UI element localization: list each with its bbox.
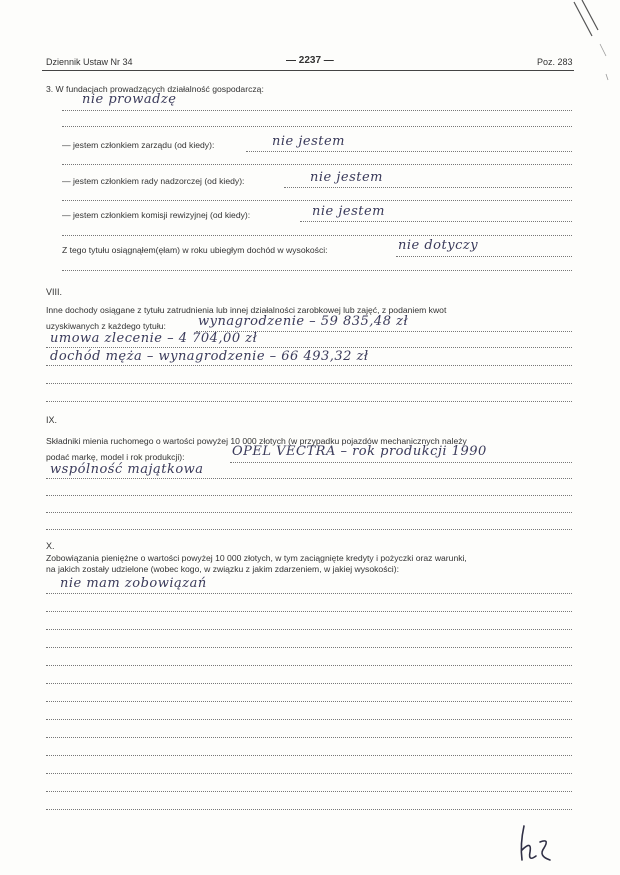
audit-committee-answer: nie jestem [312,204,385,219]
section-viii-heading: VIII. [46,287,63,297]
section-viii-answer-2: umowa zlecenie – 4 704,00 zł [50,331,258,346]
answer-line [46,773,572,774]
answer-line [46,791,572,792]
answer-line [46,512,572,513]
answer-line [62,126,572,127]
answer-line [62,270,572,271]
section-x-answer: nie mam zobowiązań [60,576,207,591]
section-ix-text-2: podać markę, model i rok produkcji): [46,452,185,462]
answer-line [284,187,572,188]
answer-line [46,701,572,702]
answer-line [396,256,572,257]
section-x-text-2: na jakich zostały udzielone (wobec kogo, w związku z jakim zdarzeniem, w jakiej wysokości): [46,564,399,574]
section-ix-answer-1: OPEL VECTRA – rok produkcji 1990 [232,444,487,459]
audit-committee-label: — jestem członkiem komisji rewizyjnej (od kiedy): [62,210,251,220]
answer-line [46,529,572,530]
answer-line [46,719,572,720]
income-label: Z tego tytułu osiągnąłem(ęłam) w roku ubiegłym dochód w wysokości: [62,245,328,255]
answer-line [46,495,572,496]
section-ix-heading: IX. [46,415,58,425]
section-x-text-1: Zobowiązania pieniężne o wartości powyżej 10 000 złotych, w tym zaciągnięte kredyty i pożyczki oraz warunki, [46,553,467,563]
foundations-question: 3. W fundacjach prowadzących działalność gospodarczą: [46,84,264,94]
section-ix-text-1: Składniki mienia ruchomego o wartości powyżej 10 000 złotych (w przypadku pojazdów mechanicznych należy [46,436,467,446]
income-answer: nie dotyczy [398,238,479,253]
answer-line [230,462,572,463]
answer-line [46,629,572,630]
answer-line [62,110,572,111]
position-number: Poz. 283 [537,57,573,67]
section-ix-answer-2: wspólność majątkowa [50,462,204,477]
answer-line [246,151,572,152]
section-viii-answer-1: wynagrodzenie – 59 835,48 zł [198,314,409,329]
answer-line [46,593,572,594]
answer-line [62,235,572,236]
answer-line [46,611,572,612]
answer-line [46,809,572,810]
answer-line [46,347,572,348]
board-label: — jestem członkiem zarządu (od kiedy): [62,140,215,150]
answer-line [46,755,572,756]
board-answer: nie jestem [272,134,345,149]
answer-line [46,683,572,684]
foundations-answer: nie prowadzę [82,92,177,107]
section-x-heading: X. [46,541,55,551]
handwritten-initials [510,822,560,866]
answer-line [46,365,572,366]
answer-line [62,200,572,201]
header-rule [42,70,574,71]
answer-line [62,164,572,165]
section-viii-answer-3: dochód męża – wynagrodzenie – 66 493,32 zł [50,349,369,364]
scan-mark-decoration [560,0,620,90]
answer-line [46,401,572,402]
answer-line [46,383,572,384]
answer-line [46,737,572,738]
supervisory-board-answer: nie jestem [310,170,383,185]
section-viii-text-1: Inne dochody osiągane z tytułu zatrudnienia lub innej działalności zarobkowej lub zajęć, z podaniem kwot [46,305,447,315]
supervisory-board-label: — jestem członkiem rady nadzorczej (od kiedy): [62,176,245,186]
page-number: — 2237 — [286,55,334,66]
answer-line [46,478,572,479]
answer-line [46,665,572,666]
journal-title: Dziennik Ustaw Nr 34 [46,57,133,67]
answer-line [300,221,572,222]
answer-line [46,647,572,648]
section-viii-text-2: uzyskiwanych z każdego tytułu: [46,321,166,331]
